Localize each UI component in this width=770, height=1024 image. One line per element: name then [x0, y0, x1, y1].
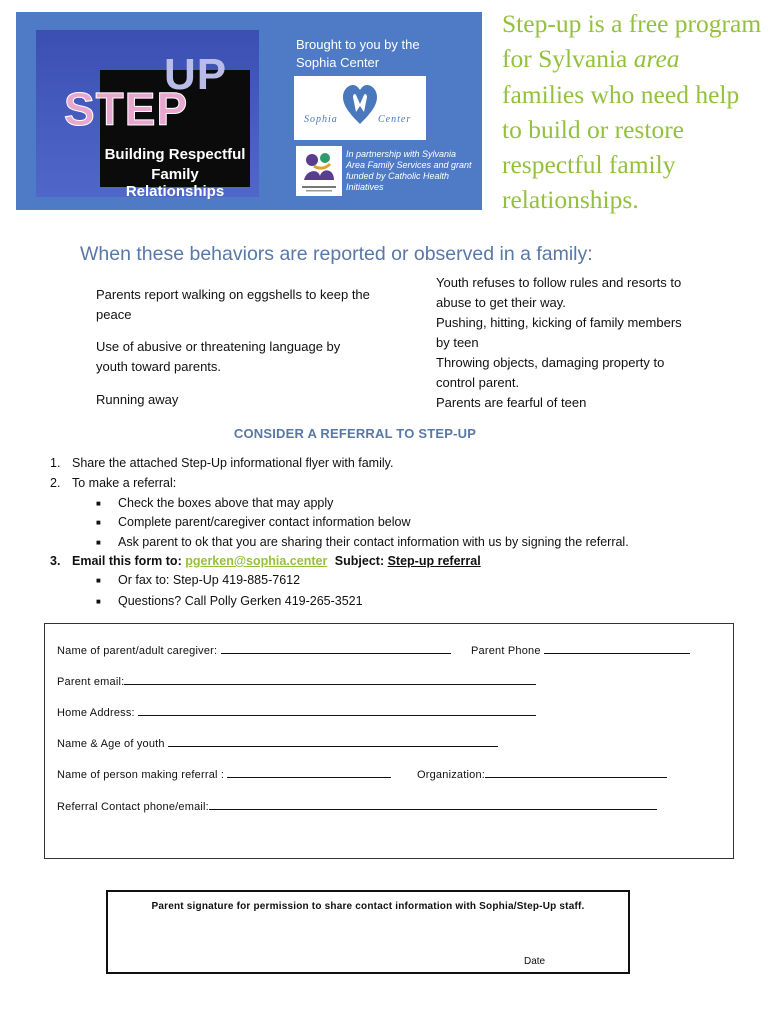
partner-logo [296, 146, 342, 196]
step-text: Share the attached Step-Up informational flyer with family. [72, 456, 394, 470]
subject-text: Step-up referral [387, 554, 481, 568]
step-3 [50, 552, 481, 572]
brought-by-text: Brought to you by the Sophia Center [296, 37, 420, 70]
logo-tagline-line-1: Building Respectful [104, 146, 246, 163]
step-number: 1. [50, 456, 61, 470]
referrer-name-field[interactable]: Name of person making referral : [57, 767, 391, 781]
headline-part-2: families who need help to build or restore respectful family relationships. [502, 79, 740, 215]
step-text: To make a referral: [72, 476, 177, 490]
parent-email-line[interactable] [124, 674, 536, 685]
behavior-item: Throwing objects, damaging property to control parent. [436, 355, 665, 390]
logo-up-text: UP [164, 50, 228, 99]
signature-box[interactable] [106, 890, 630, 974]
behavior-item: Youth refuses to follow rules and resorts to abuse to get their way. [436, 275, 682, 310]
heart-icon [342, 84, 378, 126]
referral-form [44, 623, 734, 859]
step-number: 2. [50, 476, 61, 490]
referral-heading: CONSIDER A REFERRAL TO STEP-UP [233, 426, 477, 441]
parent-phone-line[interactable] [544, 643, 690, 654]
signature-label: Parent signature for permission to share contact information with Sophia/Step-Up staff. [151, 901, 585, 912]
square-bullet-icon: ■ [96, 597, 101, 606]
sophia-center-logo [294, 76, 426, 140]
caregiver-name-field[interactable]: Name of parent/adult caregiver: [57, 643, 451, 657]
referrer-name-line[interactable] [227, 767, 391, 778]
square-bullet-icon: ■ [96, 518, 101, 527]
organization-field[interactable]: Organization: [417, 767, 667, 781]
step-text: Email this form to: [72, 554, 182, 568]
referral-contact-field[interactable]: Referral Contact phone/email: [57, 799, 657, 813]
step-sub-item: ■ Questions? Call Polly Gerken 419-265-3521 [118, 592, 363, 612]
behavior-item: Running away [96, 392, 179, 407]
home-address-field[interactable]: Home Address: [57, 705, 536, 719]
headline-italic: area [633, 44, 680, 74]
date-label: Date [524, 956, 546, 967]
step-2 [50, 474, 176, 494]
square-bullet-icon: ■ [96, 538, 101, 547]
home-address-line[interactable] [138, 705, 536, 716]
behavior-item: Parents are fearful of teen [436, 395, 587, 410]
logo-tagline-line-2: Family Relationships [125, 166, 225, 200]
step-1 [50, 454, 393, 474]
behavior-item: Use of abusive or threatening language by youth toward parents. [96, 339, 341, 374]
step-number: 3. [50, 554, 61, 568]
youth-name-age-field[interactable]: Name & Age of youth [57, 736, 498, 750]
logo-step-text: STEP [64, 83, 189, 135]
caregiver-name-line[interactable] [221, 643, 451, 654]
headline-part-1: Step-up is a free program for Sylvania [502, 9, 762, 74]
step-sub-item: ■ Or fax to: Step-Up 419-885-7612 [118, 571, 300, 591]
step-sub-item: ■ Ask parent to ok that you are sharing their contact information with us by signing the referral. [118, 533, 629, 553]
program-headline [502, 6, 762, 218]
behavior-item: Parents report walking on eggshells to keep the peace [96, 287, 370, 322]
youth-name-age-line[interactable] [168, 736, 498, 747]
email-link[interactable]: pgerken@sophia.center [185, 554, 328, 568]
step-sub-item: ■ Complete parent/caregiver contact information below [118, 513, 411, 533]
square-bullet-icon: ■ [96, 499, 101, 508]
step-sub-item: ■ Check the boxes above that may apply [118, 494, 333, 514]
behavior-item: Pushing, hitting, kicking of family members by teen [436, 315, 682, 350]
program-banner [16, 12, 482, 210]
family-services-icon [296, 146, 342, 196]
sophia-logo-word-left: Sophia [304, 114, 338, 125]
referral-contact-line[interactable] [209, 799, 657, 810]
sophia-logo-word-right: Center [378, 114, 412, 125]
organization-line[interactable] [485, 767, 667, 778]
behaviors-heading: When these behaviors are reported or observed in a family: [80, 243, 593, 265]
subject-label: Subject: [334, 554, 385, 568]
step-up-logo [36, 30, 259, 200]
parent-email-field[interactable]: Parent email: [57, 674, 536, 688]
partnership-text: In partnership with Sylvania Area Family Services and grant funded by Catholic Health Initiatives [346, 149, 472, 192]
square-bullet-icon: ■ [96, 576, 101, 585]
parent-phone-field[interactable]: Parent Phone [471, 643, 690, 657]
